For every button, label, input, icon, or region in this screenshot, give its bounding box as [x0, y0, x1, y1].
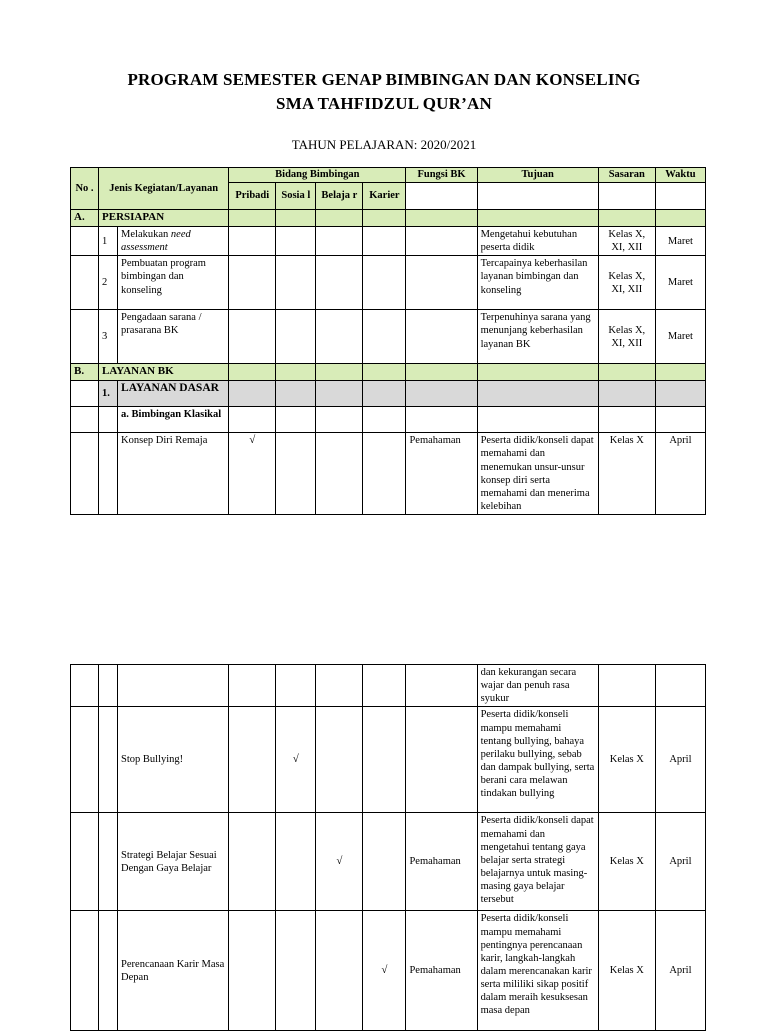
table-row	[71, 433, 706, 515]
col-header-sosial: Sosia l	[276, 183, 316, 210]
row-waktu: April	[655, 813, 705, 911]
subsection-row-layanan-dasar	[71, 381, 706, 407]
row-fungsi: Pemahaman	[406, 911, 477, 1031]
subsection-row-klasikal	[71, 407, 706, 433]
academic-year: TAHUN PELAJARAN: 2020/2021	[291, 137, 477, 152]
row-waktu: April	[655, 433, 705, 515]
check-sosial: √	[276, 707, 316, 813]
table-row	[71, 707, 706, 813]
row-sasaran: Kelas X, XI, XII	[598, 310, 655, 364]
row-number: 3	[99, 310, 118, 364]
check-belajar: √	[316, 813, 363, 911]
table-row	[71, 310, 706, 364]
row-waktu: Maret	[655, 256, 705, 310]
subsection-label: LAYANAN DASAR	[118, 381, 229, 407]
col-header-bidang: Bidang Bimbingan	[229, 168, 406, 183]
row-fungsi: Pemahaman	[406, 813, 477, 911]
col-header-fungsi: Fungsi BK	[406, 168, 477, 183]
table-row	[71, 813, 706, 911]
row-number: 2	[99, 256, 118, 310]
row-number: 1	[99, 227, 118, 256]
col-header-waktu: Waktu	[655, 168, 705, 183]
check-pribadi: √	[229, 433, 276, 515]
row-waktu: April	[655, 707, 705, 813]
row-tujuan: Peserta didik/konseli mampu memahami tentang bullying, bahaya perilaku bullying, sebab dan dampak bullying, serta berani cara melawan tindakan bullying	[477, 707, 598, 813]
row-tujuan-continued: dan kekurangan secara wajar dan penuh rasa syukur	[477, 665, 598, 707]
col-header-belajar: Belaja r	[316, 183, 363, 210]
table-row	[71, 227, 706, 256]
row-kegiatan: Konsep Diri Remaja	[118, 433, 229, 515]
row-sasaran: Kelas X, XI, XII	[598, 227, 655, 256]
row-sasaran: Kelas X	[598, 813, 655, 911]
check-karier: √	[363, 911, 406, 1031]
row-tujuan: Mengetahui kebutuhan peserta didik	[477, 227, 598, 256]
row-tujuan: Terpenuhinya sarana yang menunjang keberhasilan layanan BK	[477, 310, 598, 364]
row-sasaran: Kelas X	[598, 707, 655, 813]
row-tujuan: Peserta didik/konseli dapat memahami dan mengetahui tentang gaya belajar serta strategi belajarnya untuk masing-masing gaya belajar tersebut	[477, 813, 598, 911]
row-tujuan: Tercapainya keberhasilan layanan bimbingan dan konseling	[477, 256, 598, 310]
row-kegiatan: Perencanaan Karir Masa Depan	[118, 911, 229, 1031]
row-tujuan: Peserta didik/konseli dapat memahami dan menemukan unsur-unsur konsep diri serta memahami dan menerima kelebihan	[477, 433, 598, 515]
page-subtitle-school: SMA TAHFIDZUL QUR’AN	[276, 94, 492, 113]
row-sasaran: Kelas X	[598, 911, 655, 1031]
row-kegiatan: Strategi Belajar Sesuai Dengan Gaya Belajar	[118, 813, 229, 911]
table-row	[71, 256, 706, 310]
section-row-layanan-bk	[71, 364, 706, 381]
col-header-pribadi: Pribadi	[229, 183, 276, 210]
row-sasaran: Kelas X, XI, XII	[598, 256, 655, 310]
section-label: LAYANAN BK	[99, 364, 229, 381]
section-number: A.	[71, 210, 99, 227]
program-table	[70, 167, 706, 515]
col-header-karier: Karier	[363, 183, 406, 210]
col-header-no: No .	[71, 168, 99, 210]
row-fungsi	[406, 707, 477, 813]
col-header-tujuan: Tujuan	[477, 168, 598, 183]
col-header-sasaran: Sasaran	[598, 168, 655, 183]
col-header-jenis: Jenis Kegiatan/Layanan	[99, 168, 229, 210]
subsection-number: 1.	[99, 381, 118, 407]
klasikal-label: a. Bimbingan Klasikal	[118, 407, 229, 433]
table-row	[71, 911, 706, 1031]
row-kegiatan: Stop Bullying!	[118, 707, 229, 813]
row-waktu: April	[655, 911, 705, 1031]
table-row-continuation	[71, 665, 706, 707]
row-tujuan: Peserta didik/konseli mampu memahami pentingnya perencanaan karir, langkah-langkah dalam merencanakan karir serta mililiki sikap positif dalam meraih kesuksesan masa depan	[477, 911, 598, 1031]
row-sasaran: Kelas X	[598, 433, 655, 515]
section-row-persiapan	[71, 210, 706, 227]
row-waktu: Maret	[655, 310, 705, 364]
row-fungsi: Pemahaman	[406, 433, 477, 515]
row-waktu: Maret	[655, 227, 705, 256]
row-kegiatan: Pembuatan program bimbingan dan konseling	[118, 256, 229, 310]
section-number: B.	[71, 364, 99, 381]
page-title: PROGRAM SEMESTER GENAP BIMBINGAN DAN KONSELING	[127, 70, 641, 89]
row-kegiatan: Melakukan need assessment	[118, 227, 229, 256]
section-label: PERSIAPAN	[99, 210, 229, 227]
row-kegiatan: Pengadaan sarana / prasarana BK	[118, 310, 229, 364]
program-table-continued	[70, 664, 706, 1031]
